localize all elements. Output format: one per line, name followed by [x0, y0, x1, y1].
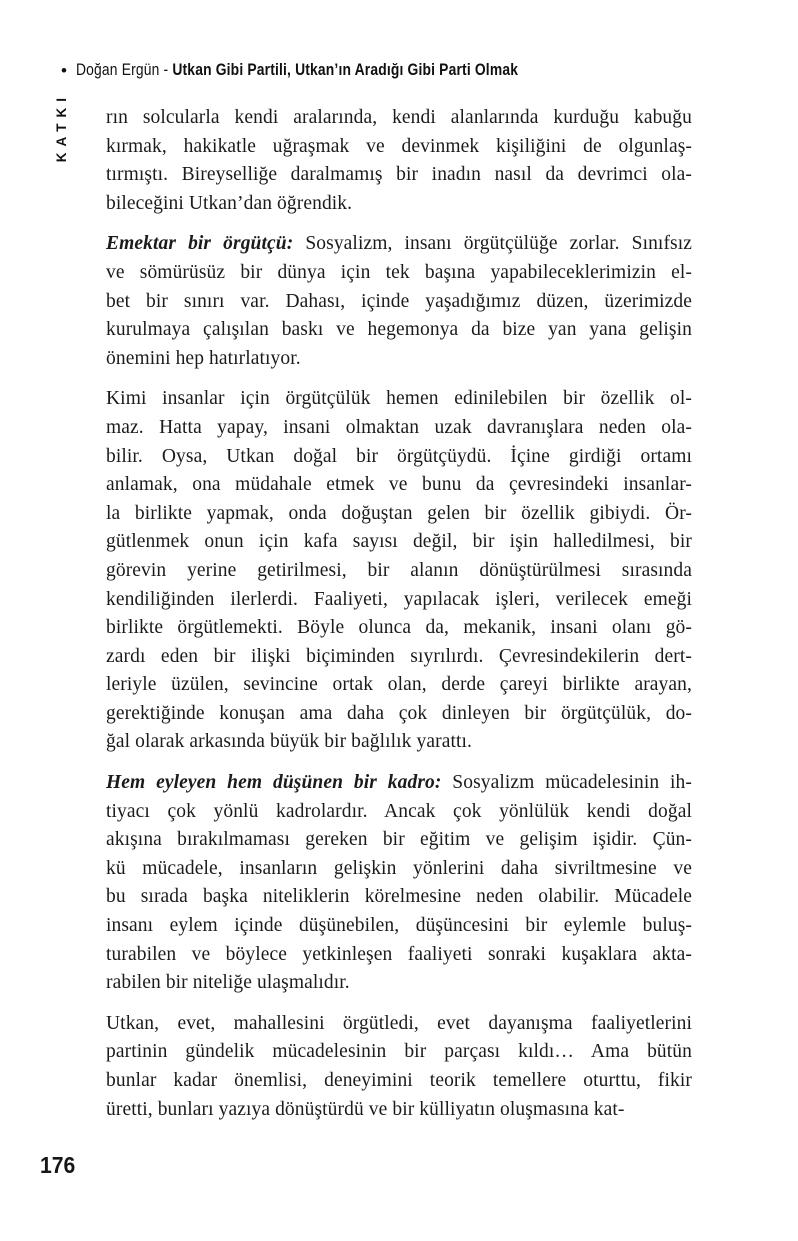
- body-line: kurulmaya çalışılan baskı ve hegemonya da bize yan yana gelişin: [106, 319, 692, 341]
- section-margin-label: KATKI: [54, 92, 69, 163]
- body-line: bileceğini Utkan’dan öğrendik.: [106, 192, 353, 214]
- body-line: [106, 769, 692, 798]
- body-line: bu sırada başka niteliklerin körelmesine neden olabilir. Mücadele: [106, 886, 692, 908]
- header-author: Doğan Ergün -: [75, 61, 173, 79]
- body-line: maz. Hatta yapay, insani olmaktan uzak davranışlara neden ola-: [106, 416, 692, 438]
- paragraph-lead: Emektar bir örgütçü:: [106, 233, 294, 255]
- paragraph: [106, 230, 692, 373]
- body-line: Utkan, evet, mahallesini örgütledi, evet dayanışma faaliyetlerini: [106, 1012, 692, 1034]
- paragraph-lead: Hem eyleyen hem düşünen bir kadro:: [106, 772, 442, 794]
- paragraph: [106, 104, 692, 218]
- paragraph: [106, 769, 692, 998]
- body-line: zardı eden bir ilişki biçiminden sıyrılırdı. Çevresindekilerin dert-: [106, 645, 692, 667]
- body-line: ğal olarak arkasında büyük bir bağlılık yarattı.: [106, 731, 472, 753]
- body-line: bet bir sınırı var. Dahası, içinde yaşadığımız düzen, üzerimizde: [106, 290, 692, 312]
- page-number: 176: [40, 1152, 76, 1178]
- body-line: turabilen ve böylece yetkinleşen faaliyeti sonraki kuşaklara akta-: [106, 943, 692, 965]
- paragraph: [106, 1010, 692, 1124]
- body-line: insanı eylem içinde düşünebilen, düşüncesini bir eylemle buluş-: [106, 915, 692, 937]
- body-line: anlamak, ona müdahale etmek ve bunu da çevresindeki insanlar-: [106, 474, 692, 496]
- header-bullet-icon: •: [61, 61, 67, 80]
- body-line: bilir. Oysa, Utkan doğal bir örgütçüydü. İçine girdiği ortamı: [106, 445, 692, 467]
- body-line: leriyle üzülen, sevincine ortak olan, derde çareyi birlikte arayan,: [106, 674, 692, 696]
- body-line: partinin gündelik mücadelesinin bir parçası kıldı… Ama bütün: [106, 1041, 692, 1063]
- body-line: kendiliğinden ilerlerdi. Faaliyeti, yapılacak işleri, verilecek emeği: [106, 588, 692, 610]
- body-line: gütlenmek onun için kafa sayısı değil, bir işin halledilmesi, bir: [106, 531, 692, 553]
- running-header-text: [76, 61, 518, 80]
- body-line: gerektiğinde konuşan ama daha çok dinleyen bir örgütçülük, do-: [106, 702, 692, 724]
- running-header: [61, 61, 602, 80]
- body-line: rabilen bir niteliğe ulaşmalıdır.: [106, 972, 350, 994]
- body-line: rın solcularla kendi aralarında, kendi alanlarında kurduğu kabuğu: [106, 107, 692, 128]
- paragraph: [106, 385, 692, 757]
- body-line: birlikte örgütlemekti. Böyle olunca da, mekanik, insani olanı gö-: [106, 617, 692, 639]
- body-line: [106, 230, 692, 259]
- body-line: tırmıştı. Bireyselliğe daralmamış bir inadın nasıl da devrimci ola-: [106, 164, 692, 186]
- body-line: Kimi insanlar için örgütçülük hemen edinilebilen bir özellik ol-: [106, 388, 692, 410]
- body-line: kü mücadele, insanların gelişkin yönlerini daha sivriltmesine ve: [106, 857, 692, 879]
- body-line: bunlar kadar önemlisi, deneyimini teorik temellere oturttu, fikir: [106, 1070, 692, 1091]
- body-line: görevin yerine getirilmesi, bir alanın dönüştürülmesi sırasında: [106, 559, 692, 581]
- body-line: üretti, bunları yazıya dönüştürdü ve bir külliyatın oluşmasına kat-: [106, 1098, 625, 1120]
- body-line-text: Sosyalizm, insanı örgütçülüğe zorlar. Sınıfsız: [305, 233, 693, 255]
- body-line: ve sömürüsüz bir dünya için tek başına yapabileceklerimizin el-: [106, 261, 692, 283]
- body-line: la birlikte yapmak, onda doğuştan gelen bir özellik gibiydi. Ör-: [106, 502, 692, 524]
- header-chapter-title: Utkan Gibi Partili, Utkan’ın Aradığı Gibi Parti Olmak: [172, 61, 519, 79]
- body-line: akışına bırakılmaması gereken bir eğitim ve gelişim işidir. Çün-: [106, 829, 692, 851]
- body-line-text: Sosyalizm mücadelesinin ih-: [452, 772, 692, 794]
- body-line: önemini hep hatırlatıyor.: [106, 347, 301, 369]
- body-line: tiyacı çok yönlü kadrolardır. Ancak çok yönlülük kendi doğal: [106, 800, 692, 822]
- page-body: [106, 104, 692, 1124]
- body-line: kırmak, hakikatle uğraşmak ve devinmek kişiliğini de olgunlaş-: [106, 135, 692, 157]
